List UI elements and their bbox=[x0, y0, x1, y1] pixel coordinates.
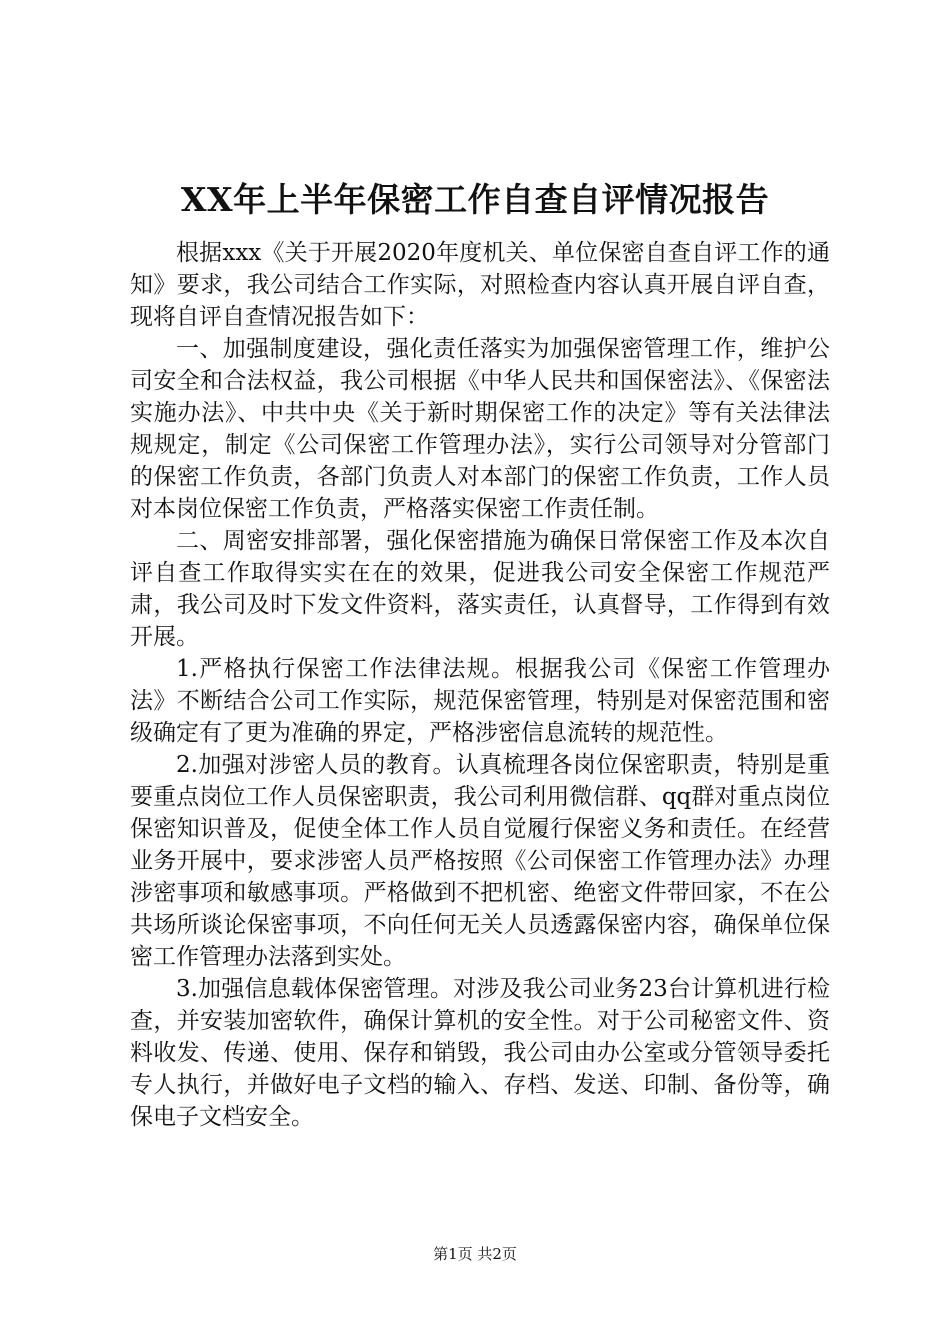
paragraph-intro: 根据xxx《关于开展2020年度机关、单位保密自查自评工作的通知》要求，我公司结合工作实际，对照检查内容认真开展自评自查，现将自评自查情况报告如下： bbox=[130, 240, 830, 330]
paragraph-section-2: 二、周密安排部署，强化保密措施为确保日常保密工作及本次自评自查工作取得实实在在的效果，促进我公司安全保密工作规范严肃，我公司及时下发文件资料，落实责任，认真督导，工作得到有效开展。 bbox=[130, 528, 830, 650]
paragraph-item-3: 3.加强信息载体保密管理。对涉及我公司业务23台计算机进行检查，并安装加密软件，确保计算机的安全性。对于公司秘密文件、资料收发、传递、使用、保存和销毁，我公司由办公室或分管领导委托专人执行，并做好电子文档的输入、存档、发送、印制、备份等，确保电子文档安全。 bbox=[130, 976, 830, 1130]
document-body bbox=[130, 237, 830, 1133]
paragraph-item-2: 2.加强对涉密人员的教育。认真梳理各岗位保密职责，特别是重要重点岗位工作人员保密职责，我公司利用微信群、qq群对重点岗位保密知识普及，促使全体工作人员自觉履行保密义务和责任。在经营业务开展中，要求涉密人员严格按照《公司保密工作管理办法》办理涉密事项和敏感事项。严格做到不把机密、绝密文件带回家，不在公共场所谈论保密事项，不向任何无关人员透露保密内容，确保单位保密工作管理办法落到实处。 bbox=[130, 752, 830, 970]
page-footer: 第1页 共2页 bbox=[433, 1245, 517, 1263]
paragraph-section-1: 一、加强制度建设，强化责任落实为加强保密管理工作，维护公司安全和合法权益，我公司根据《中华人民共和国保密法》、《保密法实施办法》、中共中央《关于新时期保密工作的决定》等有关法律法规规定，制定《公司保密工作管理办法》，实行公司领导对分管部门的保密工作负责，各部门负责人对本部门的保密工作负责，工作人员对本岗位保密工作负责，严格落实保密工作责任制。 bbox=[130, 336, 830, 522]
document-title: XX年上半年保密工作自查自评情况报告 bbox=[180, 180, 770, 219]
paragraph-item-1: 1.严格执行保密工作法律法规。根据我公司《保密工作管理办法》不断结合公司工作实际，规范保密管理，特别是对保密范围和密级确定有了更为准确的界定，严格涉密信息流转的规范性。 bbox=[130, 656, 830, 746]
